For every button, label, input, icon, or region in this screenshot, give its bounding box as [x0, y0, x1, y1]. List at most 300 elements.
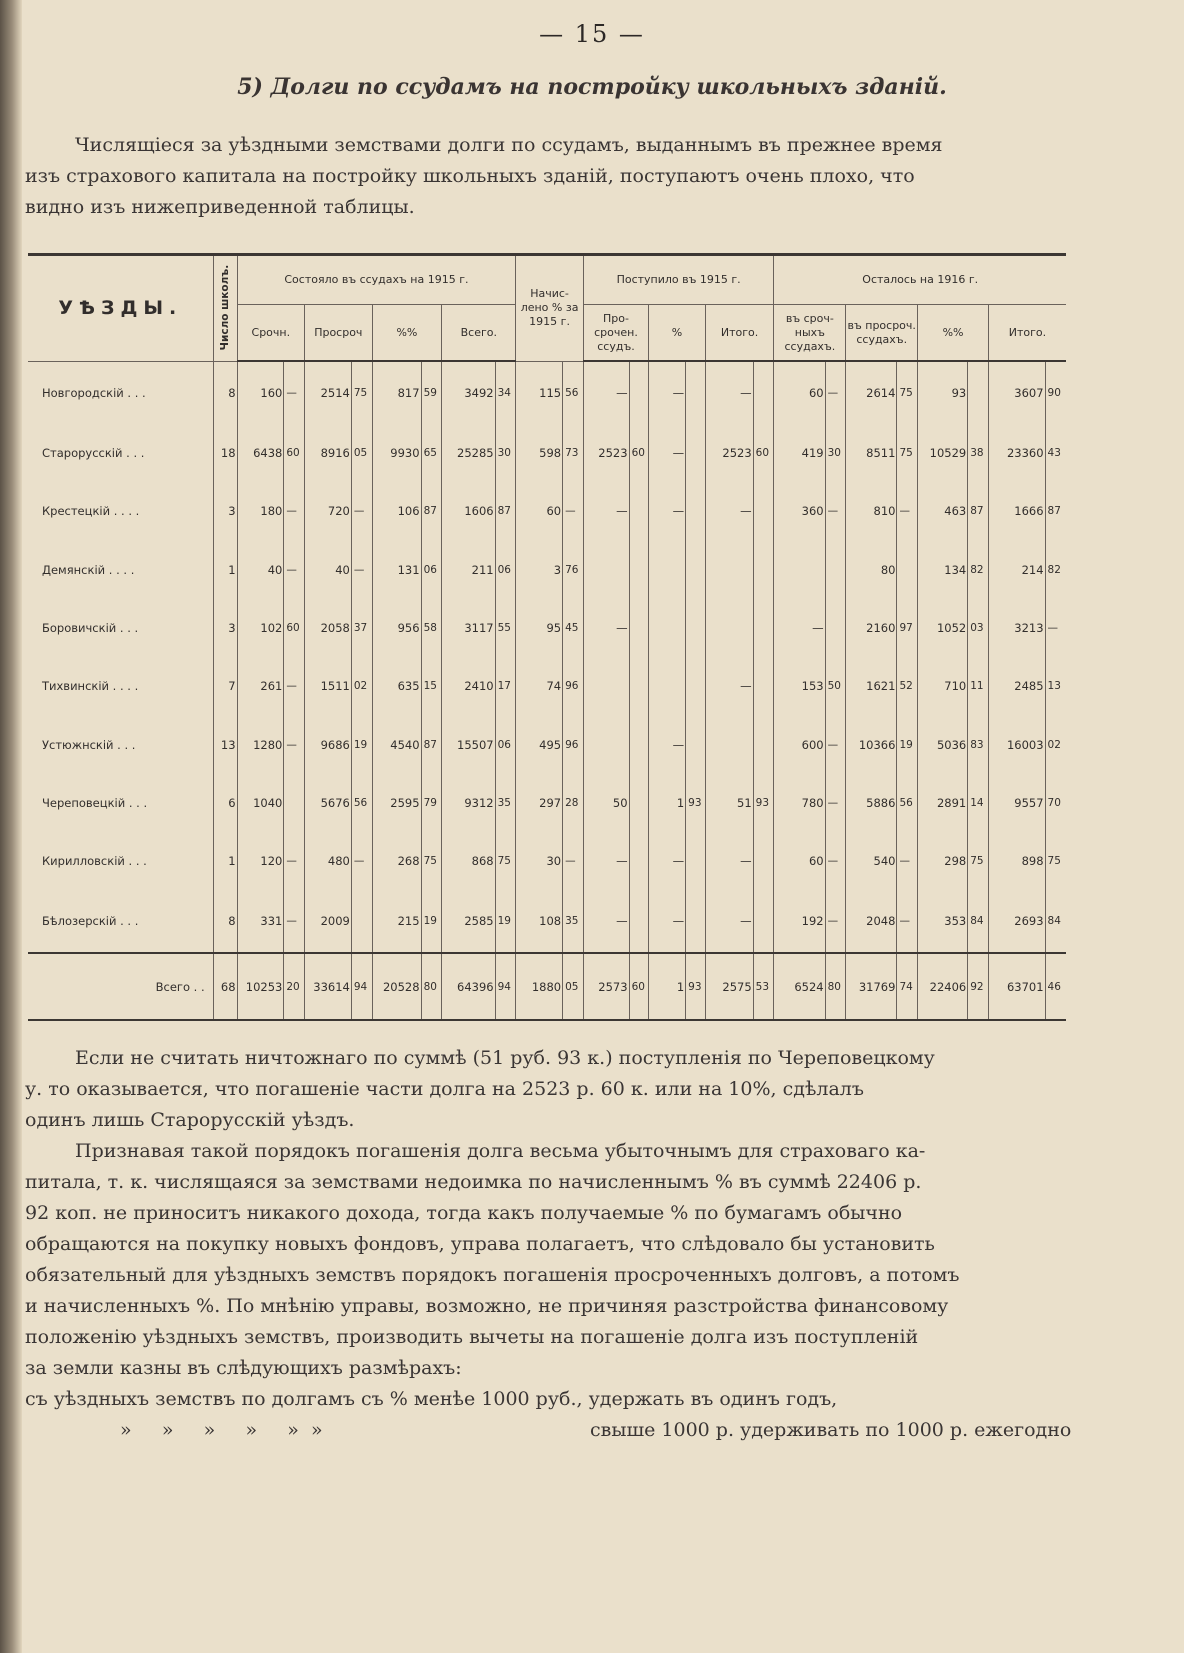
kopecks-cell	[686, 599, 706, 657]
kopecks-cell: —	[825, 891, 846, 954]
rubles-cell: 211	[442, 540, 495, 598]
kopecks-cell: 19	[351, 716, 372, 774]
table-row	[28, 832, 1066, 890]
rubles-cell: 51	[705, 774, 753, 832]
school-count: 3	[213, 599, 237, 657]
rubles-cell: 9930	[372, 424, 421, 482]
kopecks-cell: —	[284, 891, 305, 954]
rubles-cell: 2058	[305, 599, 352, 657]
kopecks-cell: 60	[753, 424, 774, 482]
kopecks-cell: 65	[421, 424, 442, 482]
kopecks-cell: 94	[351, 953, 372, 1020]
rubles-cell: 1	[649, 774, 686, 832]
rubles-cell: 480	[305, 832, 352, 890]
rubles-cell: 60	[774, 832, 825, 890]
rubles-cell: —	[583, 482, 629, 540]
rubles-cell: 102	[237, 599, 284, 657]
kopecks-cell: 17	[495, 657, 516, 715]
rubles-cell: 214	[988, 540, 1045, 598]
rubles-cell: 1052	[918, 599, 968, 657]
school-count: 13	[213, 716, 237, 774]
kopecks-cell: 75	[968, 832, 989, 890]
rubles-cell: 15507	[442, 716, 495, 774]
rubles-cell	[705, 716, 753, 774]
rubles-cell: 80	[846, 540, 897, 598]
header-col: %	[649, 305, 706, 362]
rubles-cell: 268	[372, 832, 421, 890]
rubles-cell: 2575	[705, 953, 753, 1020]
rubles-cell: 2573	[583, 953, 629, 1020]
kopecks-cell: 38	[968, 424, 989, 482]
text-line: Признавая такой порядокъ погашенія долга весьма убыточнымъ для страховаго ка-	[75, 1140, 926, 1162]
rubles-cell: 8916	[305, 424, 352, 482]
rubles-cell: 2523	[583, 424, 629, 482]
rubles-cell: 360	[774, 482, 825, 540]
rubles-cell: 2891	[918, 774, 968, 832]
kopecks-cell	[825, 540, 846, 598]
rubles-cell: —	[649, 482, 686, 540]
district-name: Кирилловскій . . .	[42, 854, 147, 869]
rubles-cell: 898	[988, 832, 1045, 890]
rubles-cell: 3607	[988, 361, 1045, 424]
rubles-cell: 598	[516, 424, 563, 482]
kopecks-cell: 75	[897, 361, 918, 424]
kopecks-cell: —	[825, 832, 846, 890]
kopecks-cell: 73	[563, 424, 584, 482]
rubles-cell: 60	[774, 361, 825, 424]
rubles-cell: 60	[516, 482, 563, 540]
kopecks-cell	[629, 891, 649, 954]
rubles-cell: 2485	[988, 657, 1045, 715]
rubles-cell	[649, 599, 686, 657]
school-count: 1	[213, 832, 237, 890]
rubles-cell	[774, 540, 825, 598]
kopecks-cell: 56	[351, 774, 372, 832]
school-count: 68	[213, 953, 237, 1020]
rubles-cell: 108	[516, 891, 563, 954]
kopecks-cell	[753, 891, 774, 954]
header-loans-group: Состояло въ ссудахъ на 1915 г.	[237, 255, 516, 305]
text-line: одинъ лишь Старорусскій уѣздъ.	[25, 1109, 355, 1131]
kopecks-cell	[351, 891, 372, 954]
header-received-group: Поступило въ 1915 г.	[583, 255, 774, 305]
kopecks-cell: 43	[1045, 424, 1066, 482]
district-name: Устюжнскій . . .	[42, 737, 136, 752]
rubles-cell: 2514	[305, 361, 352, 424]
rubles-cell: —	[649, 424, 686, 482]
kopecks-cell: 05	[563, 953, 584, 1020]
table-row	[28, 540, 1066, 598]
district-name: Крестецкій . . . .	[42, 504, 140, 519]
rubles-cell: 20528	[372, 953, 421, 1020]
rubles-cell: 463	[918, 482, 968, 540]
rubles-cell	[583, 540, 629, 598]
rubles-cell: 106	[372, 482, 421, 540]
kopecks-cell	[629, 657, 649, 715]
table-row	[28, 657, 1066, 715]
rubles-cell: —	[705, 482, 753, 540]
rubles-cell: —	[649, 891, 686, 954]
kopecks-cell: 60	[284, 599, 305, 657]
header-col: Срочн.	[237, 305, 305, 362]
kopecks-cell: 87	[1045, 482, 1066, 540]
kopecks-cell	[686, 540, 706, 598]
kopecks-cell: 05	[351, 424, 372, 482]
rubles-cell: —	[705, 657, 753, 715]
conclusion-paragraph-2	[25, 1136, 1115, 1384]
kopecks-cell	[629, 832, 649, 890]
kopecks-cell	[629, 774, 649, 832]
kopecks-cell: 75	[351, 361, 372, 424]
rubles-cell: 22406	[918, 953, 968, 1020]
district-name: Всего . .	[28, 953, 213, 1020]
rubles-cell: 331	[237, 891, 284, 954]
school-count: 8	[213, 891, 237, 954]
rubles-cell: 3213	[988, 599, 1045, 657]
rubles-cell: 2160	[846, 599, 897, 657]
text-line: Если не считать ничтожнаго по суммѣ (51 руб. 93 к.) поступленія по Череповецкому	[75, 1047, 935, 1069]
rubles-cell: 40	[305, 540, 352, 598]
kopecks-cell: 55	[495, 599, 516, 657]
rubles-cell: 31769	[846, 953, 897, 1020]
rubles-cell: 3492	[442, 361, 495, 424]
rubles-cell: 153	[774, 657, 825, 715]
rubles-cell: 3	[516, 540, 563, 598]
text-line: у. то оказывается, что погашеніе части долга на 2523 р. 60 к. или на 10%, сдѣлалъ	[25, 1078, 864, 1100]
district-name: Тихвинскій . . . .	[42, 679, 139, 694]
kopecks-cell: 56	[897, 774, 918, 832]
kopecks-cell: —	[351, 482, 372, 540]
kopecks-cell	[968, 361, 989, 424]
rubles-cell: 1621	[846, 657, 897, 715]
kopecks-cell	[629, 540, 649, 598]
kopecks-cell: 82	[968, 540, 989, 598]
rubles-cell: 6438	[237, 424, 284, 482]
rubles-cell: 1511	[305, 657, 352, 715]
rubles-cell: —	[705, 361, 753, 424]
rubles-cell	[705, 599, 753, 657]
text-line: обязательный для уѣздныхъ земствъ порядокъ погашенія просроченныхъ долговъ, а потомъ	[25, 1264, 960, 1286]
kopecks-cell: 02	[351, 657, 372, 715]
rubles-cell: —	[705, 832, 753, 890]
header-col: Про-срочен. ссудъ.	[583, 305, 648, 362]
rubles-cell: 9312	[442, 774, 495, 832]
header-col: въ просроч. ссудахъ.	[846, 305, 918, 362]
school-count: 8	[213, 361, 237, 424]
rubles-cell: 64396	[442, 953, 495, 1020]
kopecks-cell: 80	[421, 953, 442, 1020]
kopecks-cell	[753, 540, 774, 598]
table-row	[28, 891, 1066, 954]
rubles-cell: 192	[774, 891, 825, 954]
header-col: %%	[918, 305, 989, 362]
rubles-cell: 93	[918, 361, 968, 424]
rubles-cell	[583, 716, 629, 774]
rubles-cell: 817	[372, 361, 421, 424]
intro-line: изъ страхового капитала на постройку школьныхъ зданій, поступаютъ очень плохо, что	[25, 165, 915, 187]
rubles-cell: 2410	[442, 657, 495, 715]
kopecks-cell: 75	[1045, 832, 1066, 890]
kopecks-cell: 58	[421, 599, 442, 657]
rubles-cell: 4540	[372, 716, 421, 774]
text-line: питала, т. к. числящаяся за земствами недоимка по начисленнымъ % въ суммѣ 22406 р.	[25, 1171, 922, 1193]
kopecks-cell	[629, 716, 649, 774]
rubles-cell: 5886	[846, 774, 897, 832]
school-count: 7	[213, 657, 237, 715]
rubles-cell: 1880	[516, 953, 563, 1020]
header-col: Всего.	[442, 305, 516, 362]
table-total-row	[28, 953, 1066, 1020]
header-col: %%	[372, 305, 442, 362]
school-count: 18	[213, 424, 237, 482]
rubles-cell: 1280	[237, 716, 284, 774]
rubles-cell: 780	[774, 774, 825, 832]
loans-table	[28, 253, 1066, 1021]
kopecks-cell: 59	[421, 361, 442, 424]
header-col: въ сроч-ныхъ ссудахъ.	[774, 305, 846, 362]
rubles-cell: 215	[372, 891, 421, 954]
header-col: Итого.	[705, 305, 774, 362]
kopecks-cell: —	[825, 774, 846, 832]
rubles-cell: —	[649, 716, 686, 774]
district-name: Бѣлозерскій . . .	[42, 914, 139, 929]
kopecks-cell: 96	[563, 657, 584, 715]
table-row	[28, 599, 1066, 657]
kopecks-cell: 93	[753, 774, 774, 832]
rubles-cell: 40	[237, 540, 284, 598]
rubles-cell: —	[649, 361, 686, 424]
kopecks-cell: 74	[897, 953, 918, 1020]
kopecks-cell: —	[563, 482, 584, 540]
kopecks-cell: 06	[421, 540, 442, 598]
rubles-cell: 1666	[988, 482, 1045, 540]
kopecks-cell: 56	[563, 361, 584, 424]
rubles-cell: 63701	[988, 953, 1045, 1020]
rubles-cell: 5036	[918, 716, 968, 774]
kopecks-cell: 19	[495, 891, 516, 954]
kopecks-cell: 52	[897, 657, 918, 715]
section-title: 5) Долги по ссудамъ на постройку школьныхъ зданій.	[237, 74, 947, 100]
rubles-cell: 30	[516, 832, 563, 890]
rubles-cell	[649, 657, 686, 715]
kopecks-cell: 02	[1045, 716, 1066, 774]
kopecks-cell: 90	[1045, 361, 1066, 424]
kopecks-cell: 79	[421, 774, 442, 832]
kopecks-cell: 03	[968, 599, 989, 657]
kopecks-cell: 84	[1045, 891, 1066, 954]
table-row	[28, 716, 1066, 774]
kopecks-cell: 53	[753, 953, 774, 1020]
district-name: Демянскій . . . .	[42, 562, 135, 577]
rubles-cell: 297	[516, 774, 563, 832]
kopecks-cell: 97	[897, 599, 918, 657]
kopecks-cell	[686, 716, 706, 774]
rubles-cell: 1	[649, 953, 686, 1020]
rubles-cell: —	[583, 599, 629, 657]
rubles-cell: 5676	[305, 774, 352, 832]
kopecks-cell	[753, 716, 774, 774]
rubles-cell: 6524	[774, 953, 825, 1020]
header-charged: Начис-лено % за 1915 г.	[516, 255, 584, 362]
table-row	[28, 424, 1066, 482]
text-line: съ уѣздныхъ земствъ по долгамъ съ % менѣе 1000 руб., удержать въ одинъ годъ,	[25, 1388, 838, 1410]
kopecks-cell: 06	[495, 540, 516, 598]
kopecks-cell	[686, 424, 706, 482]
page-number: — 15 —	[539, 20, 645, 48]
school-count: 6	[213, 774, 237, 832]
rubles-cell: 9557	[988, 774, 1045, 832]
header-col: Итого.	[988, 305, 1066, 362]
kopecks-cell: —	[284, 832, 305, 890]
kopecks-cell: —	[351, 540, 372, 598]
header-schools: Число школъ.	[213, 255, 237, 362]
rubles-cell: 298	[918, 832, 968, 890]
intro-paragraph	[25, 130, 1115, 223]
kopecks-cell	[825, 599, 846, 657]
kopecks-cell: 87	[968, 482, 989, 540]
kopecks-cell	[753, 482, 774, 540]
kopecks-cell: 84	[968, 891, 989, 954]
rubles-cell: 10529	[918, 424, 968, 482]
kopecks-cell: —	[825, 482, 846, 540]
rubles-cell: 540	[846, 832, 897, 890]
kopecks-cell: —	[825, 716, 846, 774]
kopecks-cell: 34	[495, 361, 516, 424]
kopecks-cell: 92	[968, 953, 989, 1020]
book-binding-edge	[0, 0, 22, 1653]
kopecks-cell: 82	[1045, 540, 1066, 598]
ditto-marks: » » » » » »	[120, 1419, 323, 1441]
district-name: Старорусскій . . .	[42, 445, 145, 460]
rubles-cell: 180	[237, 482, 284, 540]
intro-line: видно изъ нижеприведенной таблицы.	[25, 196, 415, 218]
rubles-cell: 495	[516, 716, 563, 774]
kopecks-cell	[686, 891, 706, 954]
kopecks-cell	[284, 774, 305, 832]
rubles-cell: 120	[237, 832, 284, 890]
kopecks-cell	[753, 361, 774, 424]
kopecks-cell	[686, 832, 706, 890]
kopecks-cell: 76	[563, 540, 584, 598]
conclusion-paragraph-1	[25, 1043, 1115, 1136]
rubles-cell: 16003	[988, 716, 1045, 774]
kopecks-cell: 06	[495, 716, 516, 774]
kopecks-cell: 35	[495, 774, 516, 832]
rubles-cell: 10253	[237, 953, 284, 1020]
district-name: Боровичскій . . .	[42, 620, 139, 635]
rubles-cell: 1606	[442, 482, 495, 540]
rubles-cell: 600	[774, 716, 825, 774]
rubles-cell: —	[649, 832, 686, 890]
text-line: 92 коп. не приноситъ никакого дохода, тогда какъ получаемые % по бумагамъ обычно	[25, 1202, 903, 1224]
kopecks-cell: —	[284, 482, 305, 540]
kopecks-cell: —	[351, 832, 372, 890]
rubles-cell: 10366	[846, 716, 897, 774]
kopecks-cell: —	[284, 540, 305, 598]
rubles-cell: 2693	[988, 891, 1045, 954]
kopecks-cell: 45	[563, 599, 584, 657]
rubles-cell: —	[583, 891, 629, 954]
kopecks-cell: 93	[686, 953, 706, 1020]
rubles-cell	[649, 540, 686, 598]
rubles-cell: 2585	[442, 891, 495, 954]
kopecks-cell: 87	[495, 482, 516, 540]
kopecks-cell: —	[284, 657, 305, 715]
rubles-cell: 115	[516, 361, 563, 424]
table-row	[28, 482, 1066, 540]
school-count: 3	[213, 482, 237, 540]
rubles-cell: —	[705, 891, 753, 954]
rubles-cell: 33614	[305, 953, 352, 1020]
rubles-cell: 956	[372, 599, 421, 657]
header-remaining-group: Осталось на 1916 г.	[774, 255, 1066, 305]
rubles-cell: 635	[372, 657, 421, 715]
rubles-cell: 95	[516, 599, 563, 657]
school-count: 1	[213, 540, 237, 598]
rubles-cell: 2614	[846, 361, 897, 424]
kopecks-cell: 46	[1045, 953, 1066, 1020]
rubles-cell: 810	[846, 482, 897, 540]
kopecks-cell: 70	[1045, 774, 1066, 832]
rubles-cell: 50	[583, 774, 629, 832]
kopecks-cell: —	[563, 832, 584, 890]
text-line: обращаются на покупку новыхъ фондовъ, управа полагаетъ, что слѣдовало бы установить	[25, 1233, 935, 1255]
rubles-cell: 134	[918, 540, 968, 598]
rubles-cell: —	[583, 832, 629, 890]
rubles-cell: 353	[918, 891, 968, 954]
kopecks-cell: 60	[629, 953, 649, 1020]
kopecks-cell: 14	[968, 774, 989, 832]
kopecks-cell: 87	[421, 482, 442, 540]
kopecks-cell	[686, 657, 706, 715]
kopecks-cell: 11	[968, 657, 989, 715]
kopecks-cell: 30	[825, 424, 846, 482]
kopecks-cell: —	[1045, 599, 1066, 657]
kopecks-cell: 35	[563, 891, 584, 954]
kopecks-cell	[686, 361, 706, 424]
kopecks-cell	[753, 599, 774, 657]
kopecks-cell: 19	[421, 891, 442, 954]
kopecks-cell	[629, 599, 649, 657]
rubles-cell: 261	[237, 657, 284, 715]
kopecks-cell: 94	[495, 953, 516, 1020]
table-row	[28, 774, 1066, 832]
kopecks-cell: 87	[421, 716, 442, 774]
district-name: Череповецкій . . .	[42, 796, 148, 811]
kopecks-cell	[686, 482, 706, 540]
rubles-cell	[705, 540, 753, 598]
rubles-cell: 25285	[442, 424, 495, 482]
kopecks-cell: —	[897, 832, 918, 890]
kopecks-cell	[629, 482, 649, 540]
rubles-cell: 720	[305, 482, 352, 540]
rubles-cell: 419	[774, 424, 825, 482]
rubles-cell: 2595	[372, 774, 421, 832]
kopecks-cell: —	[897, 891, 918, 954]
kopecks-cell: 96	[563, 716, 584, 774]
kopecks-cell: —	[825, 361, 846, 424]
rubles-cell: 8511	[846, 424, 897, 482]
rule-line-1	[25, 1384, 1065, 1415]
rubles-cell: 2048	[846, 891, 897, 954]
rubles-cell: 2523	[705, 424, 753, 482]
rubles-cell: 23360	[988, 424, 1045, 482]
kopecks-cell: 50	[825, 657, 846, 715]
kopecks-cell: —	[284, 361, 305, 424]
kopecks-cell: 20	[284, 953, 305, 1020]
rubles-cell: —	[583, 361, 629, 424]
kopecks-cell	[629, 361, 649, 424]
